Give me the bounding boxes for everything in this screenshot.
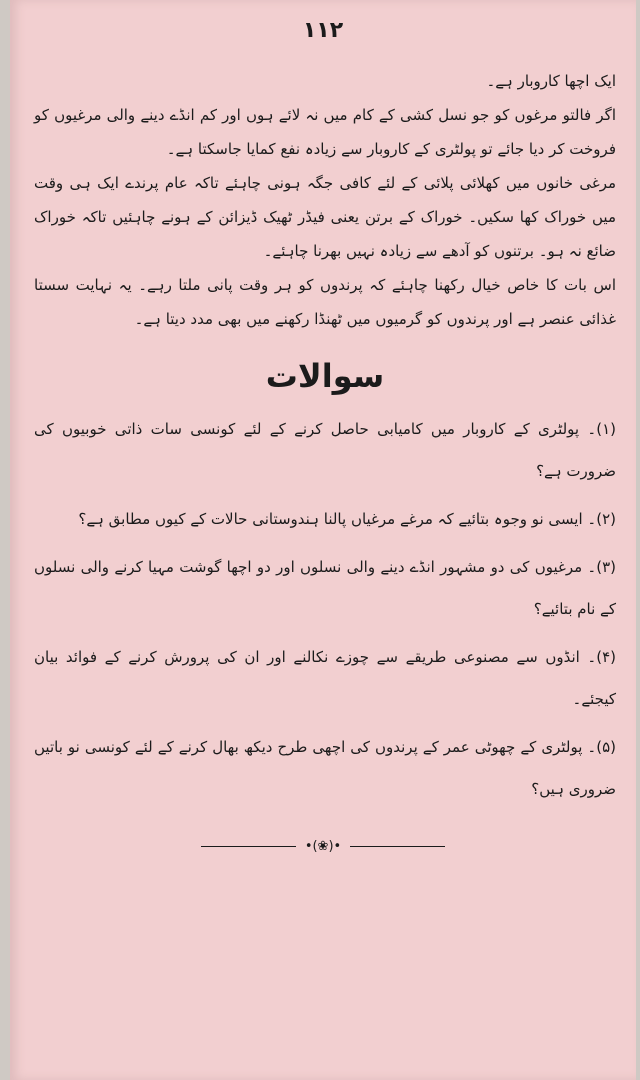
question-item: (۱)۔ پولٹری کے کاروبار میں کامیابی حاصل کرنے کے لئے کونسی سات ذاتی خوبیوں کی ضرورت ہے؟ xyxy=(34,420,616,480)
question-item: (۳)۔ مرغیوں کی دو مشہور انڈے دینے والی نسلوں اور دو اچھا گوشت مہیا کرنے والی نسلوں کے نام بتائیے؟ xyxy=(34,558,616,618)
ornament-line-right xyxy=(350,846,445,847)
question-item: (۵)۔ پولٹری کے چھوٹی عمر کے پرندوں کی اچھی طرح دیکھ بھال کرنے کے لئے کونسی نو باتیں ضروری ہیں؟ xyxy=(34,738,616,798)
end-ornament xyxy=(10,838,636,854)
question-item: (۴)۔ انڈوں سے مصنوعی طریقے سے چوزے نکالنے اور ان کی پرورش کرنے کے فوائد بیان کیجئے۔ xyxy=(34,648,616,708)
page-content xyxy=(34,64,616,816)
section-heading: سوالات xyxy=(265,357,385,395)
ornament-mark: •(❀)• xyxy=(304,838,342,854)
paragraph: اس بات کا خاص خیال رکھنا چاہئے کہ پرندوں کو ہر وقت پانی ملتا رہے۔ یہ نہایت سستا غذائی عنصر ہے اور پرندوں کو گرمیوں میں ٹھنڈا رکھنے میں بھی مدد دیتا ہے۔ xyxy=(34,276,616,328)
question-item: (۲)۔ ایسی نو وجوہ بتائیے کہ مرغے مرغیاں پالنا ہندوستانی حالات کے کیوں مطابق ہے؟ xyxy=(78,510,616,528)
paragraph: ایک اچھا کاروبار ہے۔ xyxy=(486,72,616,90)
page-number: ۱۱۲ xyxy=(302,18,344,43)
book-page xyxy=(10,0,636,1080)
ornament-line-left xyxy=(201,846,296,847)
paragraph: اگر فالتو مرغوں کو جو نسل کشی کے کام میں نہ لائے ہوں اور کم انڈے دینے والی مرغیوں کو فروخت کر دیا جائے تو پولٹری کے کاروبار سے زیادہ نفع کمایا جاسکتا ہے۔ xyxy=(34,106,616,158)
paragraph: مرغی خانوں میں کھلائی پلائی کے لئے کافی جگہ ہونی چاہئے تاکہ عام پرندے ایک ہی وقت میں خوراک کھا سکیں۔ خوراک کے برتن یعنی فیڈر ٹھیک ڈیزائن کے ہونے چاہئیں تاکہ خوراک ضائع نہ ہو۔ برتنوں کو آدھے سے زیادہ نہیں بھرنا چاہئے۔ xyxy=(34,174,616,260)
